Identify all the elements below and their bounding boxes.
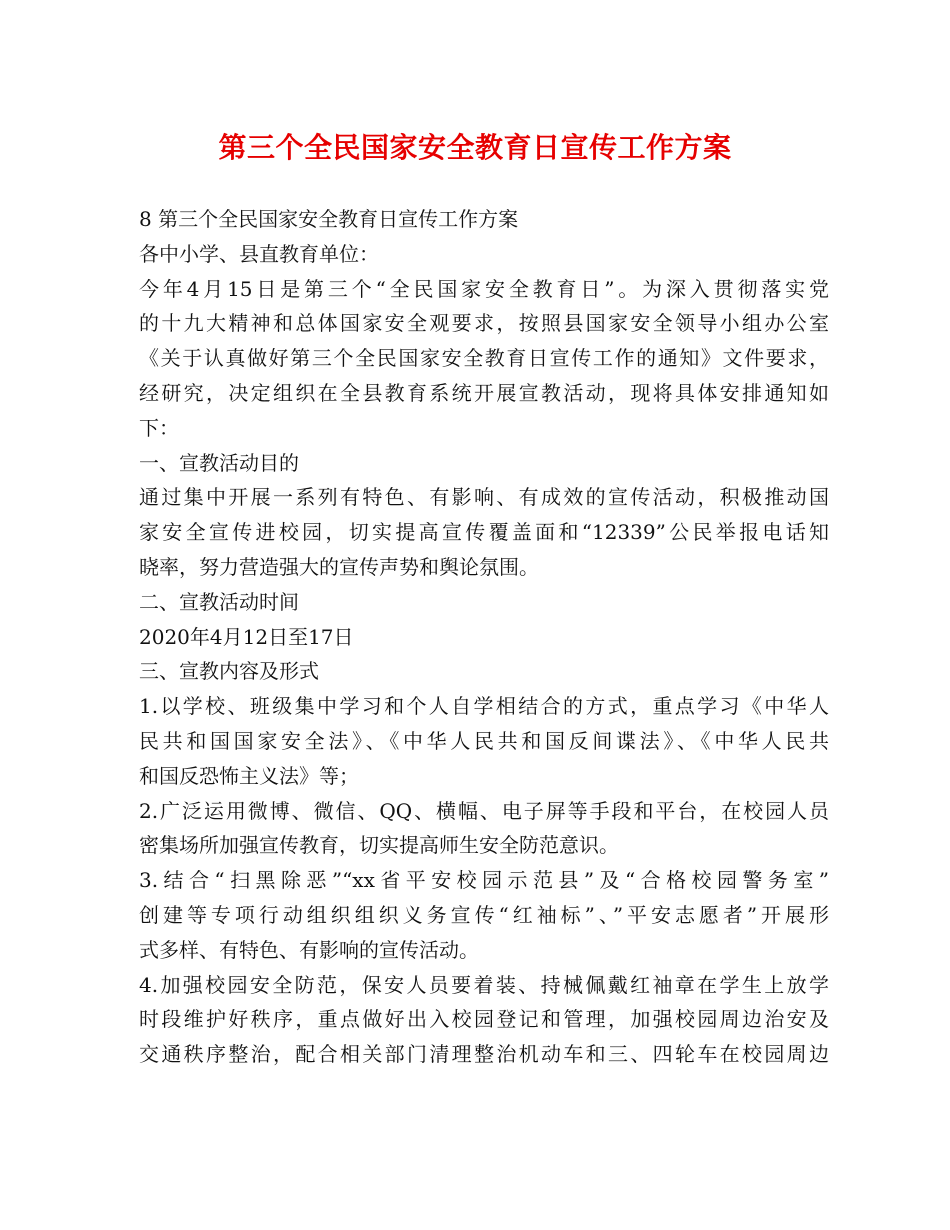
body-line: 1.以学校、班级集中学习和个人自学相结合的方式，重点学习《中华人 bbox=[139, 694, 829, 719]
body-line: 各中小学、县直教育单位： bbox=[139, 241, 379, 266]
body-line: 晓率，努力营造强大的宣传声势和舆论氛围。 bbox=[139, 554, 539, 579]
body-line: 家安全宣传进校园，切实提高宣传覆盖面和“12339”公民举报电话知 bbox=[139, 520, 829, 545]
section-heading: 二、宣教活动时间 bbox=[139, 589, 299, 614]
body-line: 《关于认真做好第三个全民国家安全教育日宣传工作的通知》文件要求， bbox=[139, 346, 829, 371]
document-title: 第三个全民国家安全教育日宣传工作方案 bbox=[218, 131, 732, 164]
body-line: 下： bbox=[139, 415, 179, 440]
body-line: 2.广泛运用微博、微信、QQ、横幅、电子屏等手段和平台，在校园人员 bbox=[139, 798, 829, 823]
section-heading: 三、宣教内容及形式 bbox=[139, 659, 319, 684]
body-line: 式多样、有特色、有影响的宣传活动。 bbox=[139, 937, 479, 962]
body-line: 2020年4月12日至17日 bbox=[139, 624, 354, 649]
body-line: 经研究，决定组织在全县教育系统开展宣教活动，现将具体安排通知如 bbox=[139, 380, 829, 405]
body-line: 和国反恐怖主义法》等； bbox=[139, 763, 359, 788]
body-line: 时段维护好秩序，重点做好出入校园登记和管理，加强校园周边治安及 bbox=[139, 1007, 829, 1032]
document-body bbox=[139, 202, 829, 1072]
body-line: 密集场所加强宣传教育，切实提高师生安全防范意识。 bbox=[139, 833, 619, 858]
section-heading: 一、宣教活动目的 bbox=[139, 450, 299, 475]
body-line: 8 第三个全民国家安全教育日宣传工作方案 bbox=[139, 207, 519, 231]
body-line: 今年4月15日是第三个“全民国家安全教育日”。为深入贯彻落实党 bbox=[139, 276, 829, 301]
body-line: 交通秩序整治，配合相关部门清理整治机动车和三、四轮车在校园周边 bbox=[139, 1042, 829, 1067]
body-line: 4.加强校园安全防范，保安人员要着装、持械佩戴红袖章在学生上放学 bbox=[139, 972, 829, 997]
body-line: 3.结合“扫黑除恶”“xx省平安校园示范县”及“合格校园警务室” bbox=[139, 868, 829, 893]
body-line: 通过集中开展一系列有特色、有影响、有成效的宣传活动，积极推动国 bbox=[139, 485, 829, 510]
body-line: 的十九大精神和总体国家安全观要求，按照县国家安全领导小组办公室 bbox=[139, 311, 829, 336]
body-line: 民共和国国家安全法》、《中华人民共和国反间谍法》、《中华人民共 bbox=[139, 728, 829, 753]
body-line: 创建等专项行动组织组织义务宣传“红袖标”、”平安志愿者”开展形 bbox=[139, 902, 829, 927]
